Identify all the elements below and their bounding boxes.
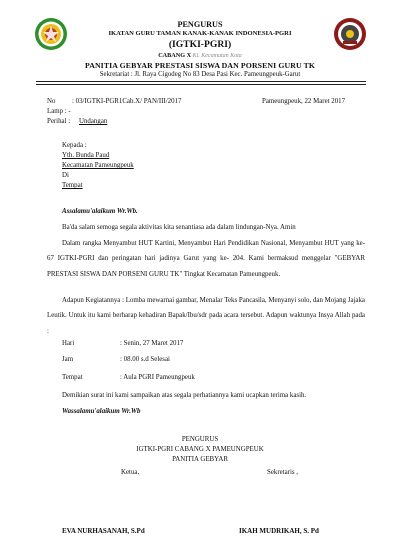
- signature-org-line1: PENGURUS: [181, 436, 219, 443]
- recipient-line2: Kecamatan Pameungpeuk: [62, 162, 134, 169]
- paragraph-event-purpose: Dalam rangka Menyambut HUT Kartini, Menyambut Hari Pendidikan Nasional, Menyambut HUT yang ke-67 IGTKI-PGRI dan peringatan hari jadinya Garut yang ke- 204. Kami bermaksud menggelar "GEBYAR PRESTASI SISWA DAN PORSENI GURU TK" Tingkat Kecamatan Pameungpeuk.: [47, 240, 365, 278]
- committee-title: PANITIA GEBYAR PRESTASI SISWA DAN PORSENI GURU TK: [84, 61, 316, 70]
- header-rule-thin: [36, 84, 366, 85]
- schedule-place-value: : Aula PGRI Pameungpeuk: [120, 374, 195, 381]
- schedule-place-label: Tempat: [62, 374, 83, 381]
- recipient-kepada: Kepada :: [62, 142, 87, 149]
- schedule-day-label: Hari: [62, 340, 75, 347]
- org-branch: [0, 52, 400, 59]
- letter-number-value: : 03/IGTKI-PGR1Cab.X/ PAN/III/2017: [72, 98, 182, 105]
- org-name-line1: PENGURUS: [177, 20, 223, 29]
- ketua-label: Ketua,: [121, 469, 140, 476]
- header-rule-thick: [36, 81, 366, 82]
- secretariat-address: Sekretariat : Jl. Raya Cigodeg No 83 Desa Pasi Kec. Pameungpeuk-Garut: [99, 71, 301, 78]
- schedule-day-value: : Senin, 27 Maret 2017: [120, 340, 184, 347]
- recipient-line3: Di: [62, 172, 69, 179]
- org-name-line2: IKATAN GURU TAMAN KANAK-KANAK INDONESIA-PGRI: [108, 30, 292, 37]
- subject-label: Perihal :: [47, 118, 71, 125]
- schedule-time-value: : 08.00 s.d Selesai: [120, 356, 170, 363]
- farewell: Wassalamu'alaikum Wr.Wb: [62, 408, 141, 415]
- schedule-time-label: Jam: [62, 356, 74, 363]
- sekretaris-label: Sekretaris ,: [267, 469, 298, 476]
- org-name-line3: (IGTKI-PGRI): [168, 39, 232, 50]
- org-branch-italic: Kt. Kecamatan Kota: [192, 53, 242, 59]
- org-branch-main: CABANG X: [158, 52, 192, 59]
- signature-org-line2: IGTKI-PGRI CABANG X PAMEUNGPEUK: [136, 446, 264, 453]
- attachment-label: Lamp : -: [47, 108, 71, 115]
- recipient-line4: Tempat: [62, 182, 83, 189]
- subject-value: Undangan: [79, 118, 108, 125]
- signature-org-line3: PANITIA GEBYAR: [172, 456, 228, 463]
- sekretaris-name: IKAH MUDRIKAH, S. Pd: [239, 527, 319, 535]
- ketua-name: EVA NURHASANAH, S.Pd: [62, 527, 145, 535]
- paragraph-opening: Ba'da salam semoga segala aktivitas kita senantiasa ada dalam lindungan-Nya. Amin: [62, 224, 296, 231]
- greeting: Assalamu'alaikum Wr.Wb.: [62, 208, 138, 215]
- letter-number-label: No: [47, 98, 56, 105]
- closing-sentence: Demikian surat ini kami sampaikan atas segala perhatiannya kami ucapkan terima kasih.: [62, 392, 307, 399]
- paragraph-activities: Adapun Kegiatannya : Lomba mewarnai gambar, Menalar Teks Pancasila, Menyanyi solo, dan Mojang Jajaka Leutik. Untuk itu kami berharap kehadiran Bapak/Ibu/sdr pada acara tersebut. Adapun waktunya Insya Allah pada :: [47, 297, 365, 335]
- place-date: Pameungpeuk, 22 Maret 2017: [262, 98, 346, 105]
- recipient-line1: Yth. Bunda Paud: [62, 152, 110, 159]
